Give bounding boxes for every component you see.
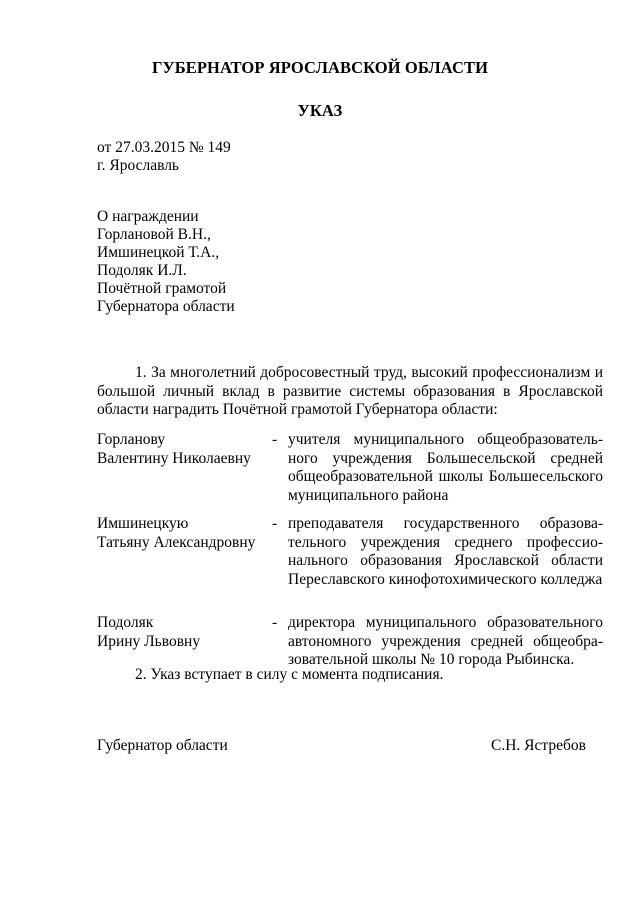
signatory-title: Губернатор области bbox=[97, 737, 228, 754]
awardee-surname: Подоляк bbox=[97, 614, 154, 631]
awardee-name bbox=[97, 431, 267, 468]
subject-line: Губернатора области bbox=[97, 298, 235, 315]
awardee-given-names: Валентину Николаевну bbox=[97, 449, 251, 467]
subject-line: Горлановой В.Н., bbox=[97, 226, 211, 243]
awardee-given-names: Ирину Львовну bbox=[97, 632, 201, 650]
awardee-given-names: Татьяну Александровну bbox=[97, 533, 256, 551]
subject-line: Почётной грамотой bbox=[97, 280, 227, 297]
awardee-position: преподавателя государственного образовательного учреждения среднего профессионального образования Ярославской области Переславского кинофотохимического колледжа bbox=[288, 515, 603, 588]
subject-line: О награждении bbox=[97, 208, 199, 225]
subject-line: Подоляк И.Л. bbox=[97, 262, 187, 279]
awardee-position: учителя муниципального общеобразовательного учреждения Большесельской средней общеобразовательной школы Большесельского муниципального района bbox=[288, 431, 603, 504]
document-city: г. Ярославль bbox=[97, 157, 179, 174]
separator-dash: - bbox=[272, 515, 278, 532]
awardee-name bbox=[97, 614, 267, 651]
awardee-surname: Горланову bbox=[97, 431, 166, 448]
signatory-name: С.Н. Ястребов bbox=[491, 737, 586, 754]
awardee-surname: Имшинецкую bbox=[97, 515, 189, 532]
separator-dash: - bbox=[272, 431, 278, 448]
document-type: УКАЗ bbox=[297, 101, 343, 120]
awardee-name bbox=[97, 515, 267, 552]
subject-line: Имшинецкой Т.А., bbox=[97, 244, 220, 261]
separator-dash: - bbox=[272, 614, 278, 631]
clause-2: 2. Указ вступает в силу с момента подписания. bbox=[135, 666, 444, 683]
awardee-position: директора муниципального образовательного автономного учреждения средней общеобразовательной школы № 10 города Рыбинска. bbox=[288, 614, 603, 668]
document-date-number: от 27.03.2015 № 149 bbox=[97, 139, 231, 156]
clause-1: 1. За многолетний добросовестный труд, высокий профессионализм и большой личный вклад в развитие системы образования в Ярославской области наградить Почётной грамотой Губернатора области: bbox=[97, 364, 603, 418]
issuing-authority: ГУБЕРНАТОР ЯРОСЛАВСКОЙ ОБЛАСТИ bbox=[151, 58, 489, 77]
